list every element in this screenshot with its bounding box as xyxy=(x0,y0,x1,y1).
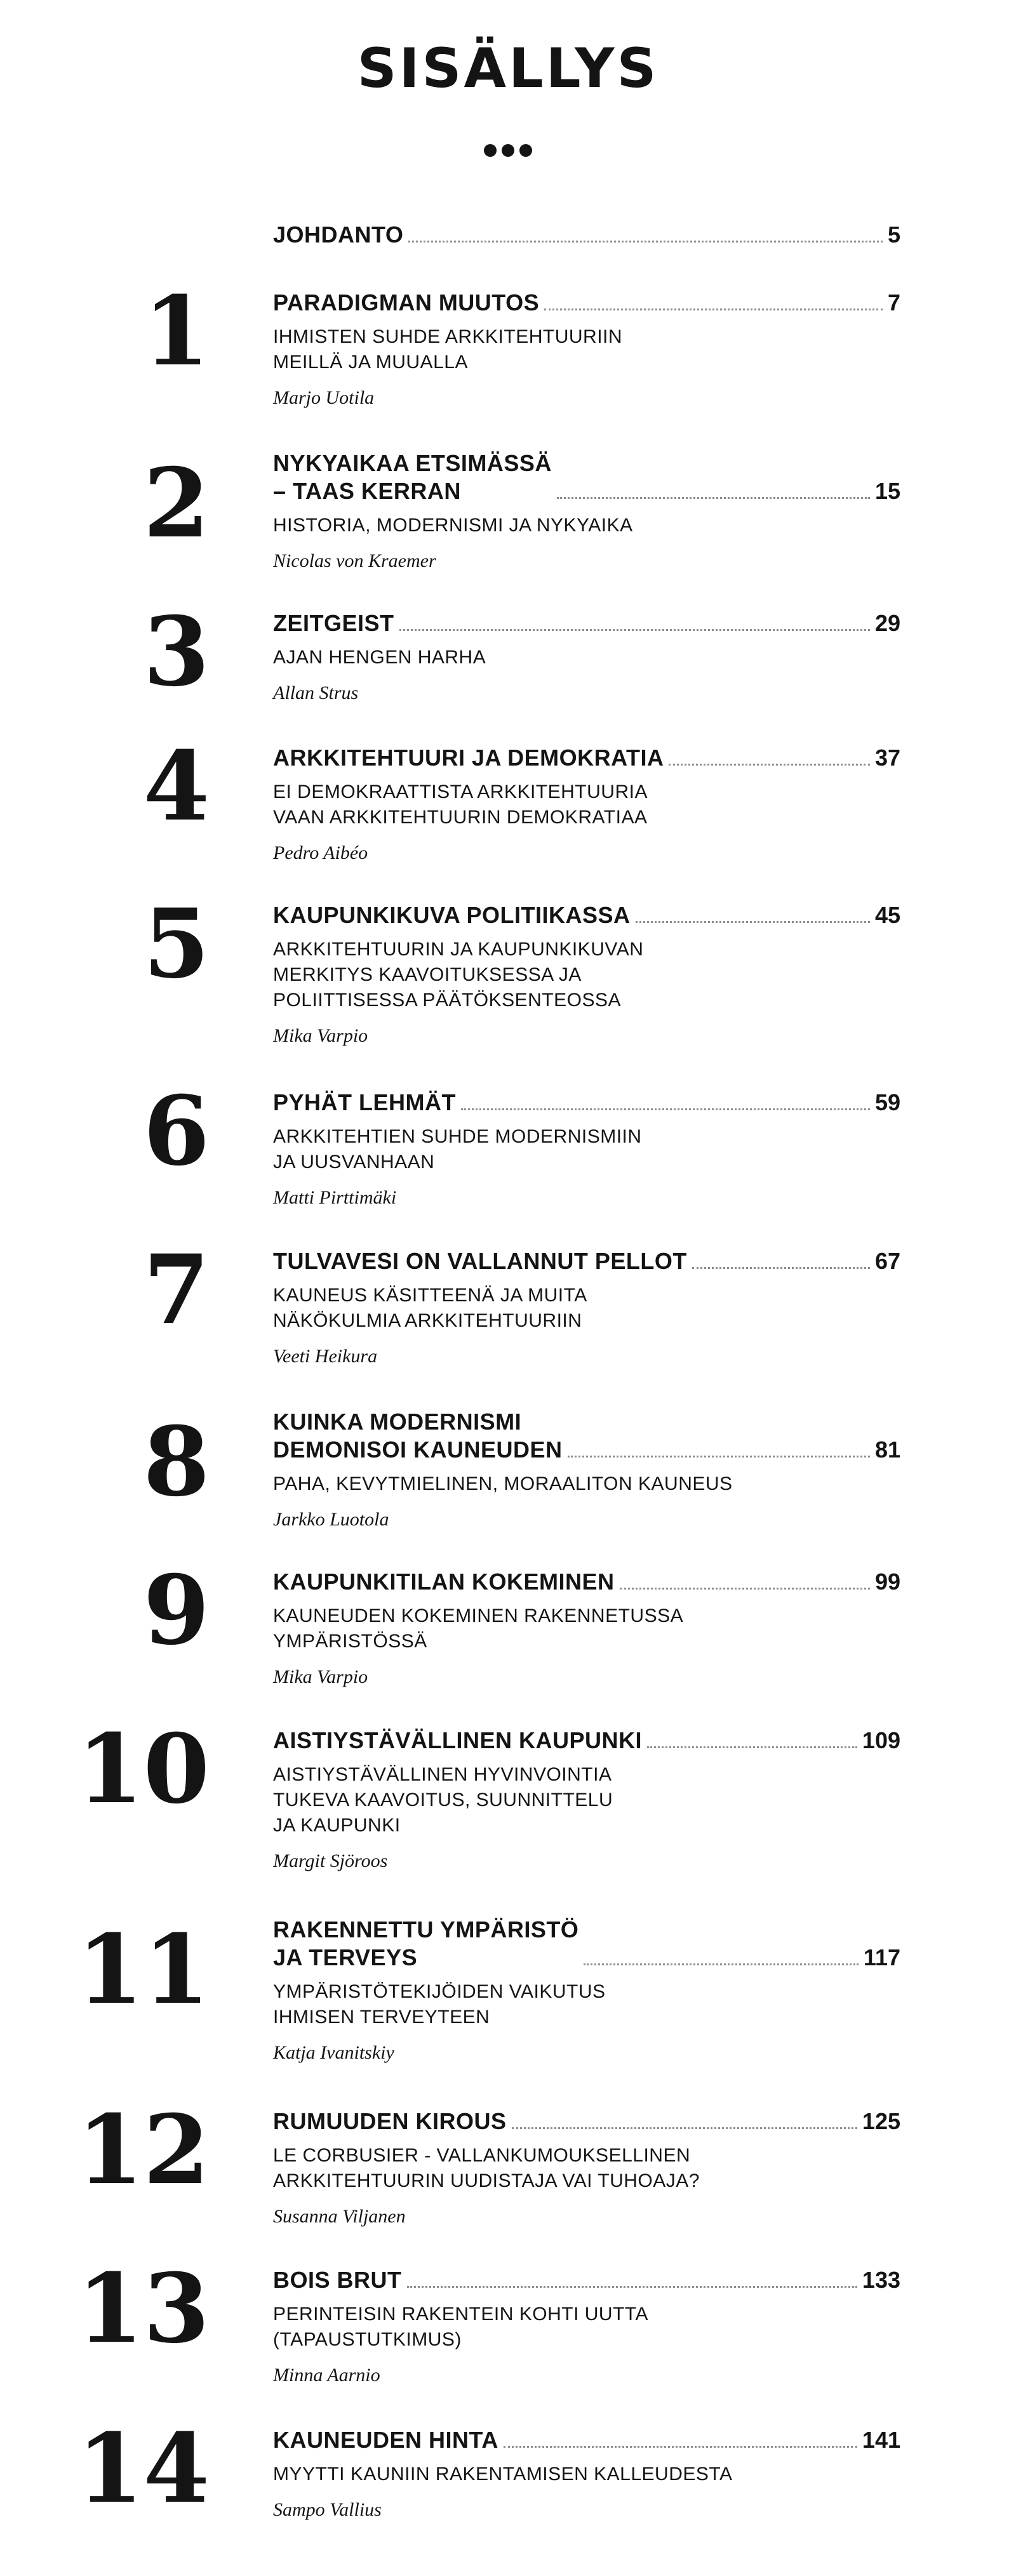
chapter-subtitle-line: HISTORIA, MODERNISMI JA NYKYAIKA xyxy=(273,515,633,536)
dot-leader xyxy=(692,1267,870,1269)
chapter-number: 5 xyxy=(143,888,210,1000)
chapter-subtitle-line: ARKKITEHTUURIN JA KAUPUNKIKUVAN xyxy=(273,939,644,960)
chapter-subtitle-line: AJAN HENGEN HARHA xyxy=(273,647,486,668)
chapter-author: Veeti Heikura xyxy=(273,1346,378,1367)
toc-page-number: 81 xyxy=(874,1437,900,1463)
chapter-subtitle-line: (TAPAUSTUTKIMUS) xyxy=(273,2329,462,2350)
chapter-subtitle xyxy=(273,645,900,670)
toc-entry-title xyxy=(273,2426,498,2454)
chapter-subtitle-line: NÄKÖKULMIA ARKKITEHTUURIIN xyxy=(273,1310,582,1331)
chapter-number: 1 xyxy=(143,276,210,387)
dot-leader xyxy=(512,2127,857,2129)
dot-leader xyxy=(557,497,870,499)
chapter-subtitle-line: KAUNEUDEN KOKEMINEN RAKENNETUSSA xyxy=(273,1605,684,1626)
dot-leader xyxy=(647,1746,857,1748)
toc-page-number: 45 xyxy=(874,902,900,928)
chapter-subtitle-line: PAHA, KEVYTMIELINEN, MORAALITON KAUNEUS xyxy=(273,1473,733,1494)
ornament-dots xyxy=(484,143,532,157)
chapter-subtitle-line: YMPÄRISTÖTEKIJÖIDEN VAIKUTUS xyxy=(273,1981,606,2002)
toc-page-number: 141 xyxy=(862,2427,900,2453)
chapter-subtitle xyxy=(273,513,900,538)
toc-entry-title-line: ZEITGEIST xyxy=(273,610,394,636)
dot-leader xyxy=(620,1588,870,1590)
toc-entry-title-line: JA TERVEYS xyxy=(273,1944,418,1970)
dot-leader xyxy=(669,764,869,766)
chapter-author: Pedro Aibéo xyxy=(273,842,368,863)
chapter-number: 4 xyxy=(143,731,210,842)
chapter-subtitle-line: IHMISEN TERVEYTEEN xyxy=(273,2007,490,2028)
toc-entry-title-line: ARKKITEHTUURI JA DEMOKRATIA xyxy=(273,745,664,771)
chapter-subtitle-line: MEILLÄ JA MUUALLA xyxy=(273,352,468,373)
ornament-dot-icon xyxy=(519,144,532,157)
chapter-subtitle-line: ARKKITEHTUURIN UUDISTAJA VAI TUHOAJA? xyxy=(273,2170,700,2191)
toc-page-number: 133 xyxy=(862,2267,900,2293)
chapter-number: 7 xyxy=(143,1234,210,1346)
chapter-number: 11 xyxy=(77,1914,210,2026)
chapter-subtitle-line: YMPÄRISTÖSSÄ xyxy=(273,1631,427,1652)
toc-entry-title xyxy=(273,2108,507,2135)
dot-leader xyxy=(399,629,870,631)
chapter-author: Allan Strus xyxy=(273,682,359,703)
dot-leader xyxy=(461,1108,870,1110)
chapter-author: Mika Varpio xyxy=(273,1666,368,1687)
chapter-author: Jarkko Luotola xyxy=(273,1509,389,1530)
chapter-subtitle xyxy=(273,1762,900,1838)
ornament-dot-icon xyxy=(502,144,514,157)
chapter-subtitle-line: MYYTTI KAUNIIN RAKENTAMISEN KALLEUDESTA xyxy=(273,2464,733,2485)
toc-entry-title xyxy=(273,609,394,637)
chapter-subtitle xyxy=(273,324,900,375)
toc-page-number: 15 xyxy=(874,478,900,504)
chapter-number: 9 xyxy=(143,1555,210,1666)
toc-entry-title xyxy=(273,1568,615,1596)
chapter-subtitle xyxy=(273,1124,900,1175)
chapter-subtitle xyxy=(273,1979,900,2030)
page-title: SISÄLLYS xyxy=(357,37,659,100)
toc-entry-title-line: KUINKA MODERNISMI xyxy=(273,1409,522,1435)
toc-entry-title xyxy=(273,2266,402,2294)
chapter-subtitle-line: ARKKITEHTIEN SUHDE MODERNISMIIN xyxy=(273,1126,642,1147)
chapter-subtitle-line: IHMISTEN SUHDE ARKKITEHTUURIIN xyxy=(273,326,623,347)
toc-entry-title xyxy=(273,221,403,249)
dot-leader xyxy=(584,1963,859,1965)
toc-page-number: 117 xyxy=(863,1944,900,1970)
toc-entry-title-line: PARADIGMAN MUUTOS xyxy=(273,289,540,315)
toc-entry-title-line: PYHÄT LEHMÄT xyxy=(273,1089,456,1115)
chapter-subtitle-line: TUKEVA KAAVOITUS, SUUNNITTELU xyxy=(273,1789,613,1810)
toc-entry-title xyxy=(273,1408,563,1464)
chapter-subtitle-line: EI DEMOKRAATTISTA ARKKITEHTUURIA xyxy=(273,781,648,802)
chapter-subtitle xyxy=(273,1471,900,1497)
toc-page-number: 5 xyxy=(887,222,900,248)
dot-leader xyxy=(544,309,883,310)
chapter-author: Margit Sjöroos xyxy=(273,1850,388,1871)
toc-page-number: 29 xyxy=(874,610,900,636)
toc-entry-title-line: JOHDANTO xyxy=(273,222,404,248)
chapter-subtitle-line: JA UUSVANHAAN xyxy=(273,1152,435,1172)
chapter-author: Susanna Viljanen xyxy=(273,2206,406,2227)
chapter-subtitle-line: LE CORBUSIER - VALLANKUMOUKSELLINEN xyxy=(273,2145,691,2166)
toc-entry-title-line: DEMONISOI KAUNEUDEN xyxy=(273,1437,563,1463)
chapter-author: Matti Pirttimäki xyxy=(273,1187,397,1208)
chapter-author: Sampo Vallius xyxy=(273,2499,382,2520)
chapter-subtitle-line: KAUNEUS KÄSITTEENÄ JA MUITA xyxy=(273,1285,587,1306)
toc-entry-title-line: NYKYAIKAA ETSIMÄSSÄ xyxy=(273,450,552,476)
chapter-number: 8 xyxy=(143,1406,210,1518)
toc-entry-title xyxy=(273,289,539,317)
toc-entry-title-line: – TAAS KERRAN xyxy=(273,478,461,504)
chapter-subtitle-line: VAAN ARKKITEHTUURIN DEMOKRATIAA xyxy=(273,807,648,828)
chapter-number: 3 xyxy=(143,596,210,708)
chapter-subtitle xyxy=(273,1603,900,1654)
chapter-number: 10 xyxy=(77,1713,210,1825)
toc-page-number: 7 xyxy=(887,289,900,315)
toc-entry-title-line: AISTIYSTÄVÄLLINEN KAUPUNKI xyxy=(273,1727,643,1753)
toc-page-number: 59 xyxy=(874,1089,900,1115)
toc-page-number: 99 xyxy=(874,1569,900,1595)
chapter-number: 2 xyxy=(143,448,210,559)
toc-entry-title xyxy=(273,1247,687,1275)
chapter-author: Minna Aarnio xyxy=(273,2365,380,2386)
toc-entry-title xyxy=(273,744,664,772)
chapter-number: 6 xyxy=(143,1075,210,1187)
chapter-subtitle xyxy=(273,2143,900,2194)
toc-page-number: 125 xyxy=(862,2108,900,2134)
toc-page-number: 109 xyxy=(862,1727,900,1753)
dot-leader xyxy=(568,1456,870,1457)
toc-page-number: 67 xyxy=(874,1248,900,1274)
chapter-author: Nicolas von Kraemer xyxy=(273,550,436,571)
chapter-subtitle xyxy=(273,2462,900,2487)
chapter-subtitle-line: AISTIYSTÄVÄLLINEN HYVINVOINTIA xyxy=(273,1764,612,1785)
toc-entry-title xyxy=(273,901,631,929)
chapter-subtitle-line: PERINTEISIN RAKENTEIN KOHTI UUTTA xyxy=(273,2304,648,2325)
toc-entry-title-line: RUMUUDEN KIROUS xyxy=(273,2108,507,2134)
chapter-number: 13 xyxy=(77,2253,210,2365)
dot-leader xyxy=(504,2446,857,2448)
dot-leader xyxy=(636,921,870,923)
toc-entry-title-line: KAUPUNKIKUVA POLITIIKASSA xyxy=(273,902,631,928)
toc-entry-title xyxy=(273,449,552,505)
chapter-number: 14 xyxy=(77,2413,210,2525)
chapter-author: Katja Ivanitskiy xyxy=(273,2042,394,2063)
chapter-author: Marjo Uotila xyxy=(273,387,375,408)
chapter-number: 12 xyxy=(77,2094,210,2206)
toc-entry-title-line: TULVAVESI ON VALLANNUT PELLOT xyxy=(273,1248,687,1274)
toc-entry-title-line: BOIS BRUT xyxy=(273,2267,402,2293)
chapter-subtitle xyxy=(273,1283,900,1334)
chapter-subtitle-line: JA KAUPUNKI xyxy=(273,1815,401,1836)
dot-leader xyxy=(407,2286,857,2288)
chapter-subtitle-line: MERKITYS KAAVOITUKSESSA JA xyxy=(273,964,582,985)
toc-page-number: 37 xyxy=(874,745,900,771)
chapter-subtitle xyxy=(273,780,900,830)
toc-entry-title xyxy=(273,1727,642,1755)
toc-entry-title xyxy=(273,1089,456,1117)
toc-entry-title-line: RAKENNETTU YMPÄRISTÖ xyxy=(273,1916,579,1942)
chapter-subtitle xyxy=(273,2302,900,2353)
chapter-subtitle xyxy=(273,937,900,1013)
ornament-dot-icon xyxy=(484,144,497,157)
toc-entry-title xyxy=(273,1916,578,1972)
toc-entry-title-line: KAUNEUDEN HINTA xyxy=(273,2427,498,2453)
dot-leader xyxy=(408,241,883,242)
toc-entry-title-line: KAUPUNKITILAN KOKEMINEN xyxy=(273,1569,615,1595)
chapter-author: Mika Varpio xyxy=(273,1025,368,1046)
chapter-subtitle-line: POLIITTISESSA PÄÄTÖKSENTEOSSA xyxy=(273,990,621,1011)
